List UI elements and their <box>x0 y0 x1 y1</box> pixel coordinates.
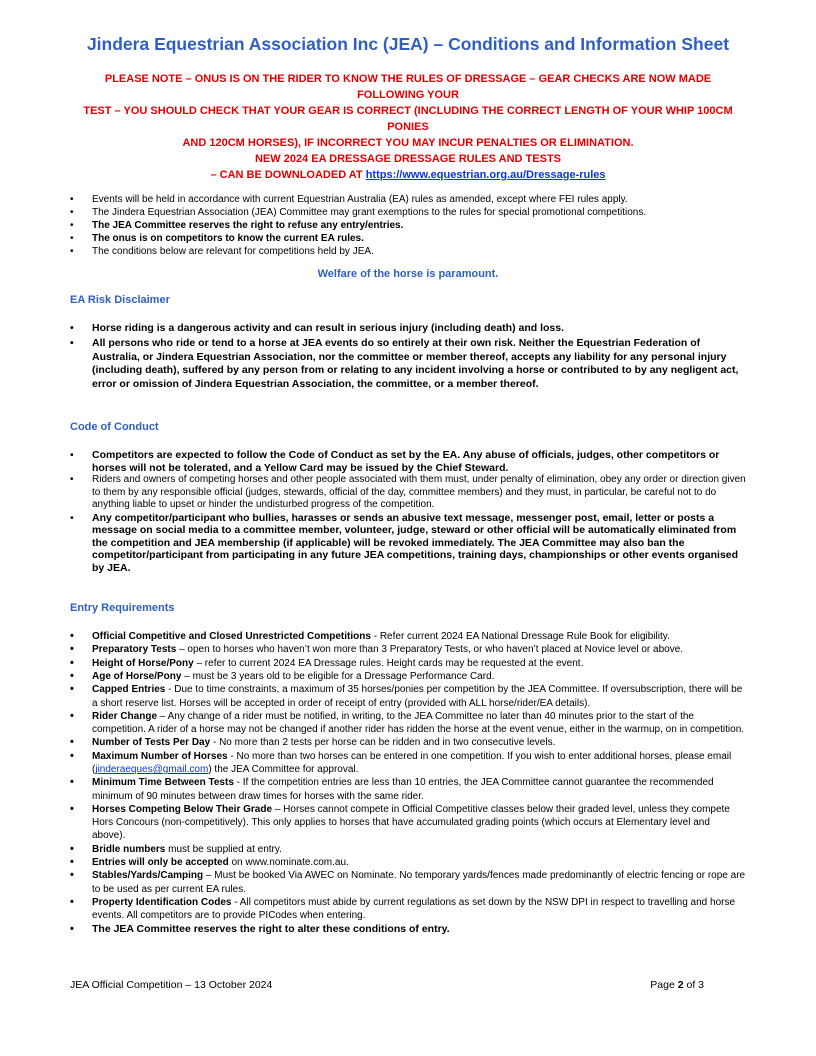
bullet: • <box>70 922 74 935</box>
bullet: • <box>70 233 74 244</box>
bullet: • <box>70 337 74 350</box>
bullet: • <box>70 842 74 855</box>
item-label: Minimum Time Between Tests <box>92 777 234 789</box>
item-label: Stables/Yards/Camping <box>92 870 204 882</box>
notice-line <box>70 167 746 183</box>
bullet: • <box>70 776 74 789</box>
list-item-text: Horse riding is a dangerous activity and can result in serious injury (including death) and loss. <box>92 322 565 334</box>
item-label: Official Competitive and Closed Unrestricted Competitions <box>92 631 371 643</box>
document-page <box>70 34 746 936</box>
bullet: • <box>70 669 74 682</box>
current-page: 2 <box>677 979 684 991</box>
bullet: • <box>70 511 74 524</box>
item-label: Preparatory Tests <box>92 644 177 656</box>
item-text: ) the JEA Committee for approval. <box>208 764 359 775</box>
list-item <box>70 750 746 777</box>
bullet: • <box>70 736 74 749</box>
bullet: • <box>70 749 74 762</box>
list-item <box>70 245 746 258</box>
list-item-text: Any competitor/participant who bullies, harasses or sends an abusive text message, messenger post, email, letter or posts a message on social media to a committee member, volunteer, judge, steward or other official will be automatically eliminated from the competition and JEA membership (if applicable) will be revoked immediately. The JEA Committee may also ban the competitor/participant from participating in any future JEA competitions, training days, championships or other events organised by JEA. <box>92 511 739 574</box>
item-label: Bridle numbers <box>92 843 166 855</box>
item-text: – Horses cannot compete in Official Competitive classes below their graded level, unless they compete Hors Concours (non-competitively). This only applies to horses that have accumulated grading points (which occurs at Elementary level and above). <box>92 803 730 842</box>
code-of-conduct-heading: Code of Conduct <box>70 421 159 434</box>
bullet: • <box>70 474 74 486</box>
item-text: – refer to current 2024 EA Dressage rules. Height cards may be requested at the event. <box>193 657 584 669</box>
committee-email-link[interactable]: jinderaeques@gmail.com <box>95 764 209 775</box>
bullet: • <box>70 220 74 231</box>
list-item-text: All persons who ride or tend to a horse at JEA events do so entirely at their own risk. Neither the Equestrian Federation of Australia, or Jindera Equestrian Association, nor the committee or member thereof, accepts any liability for any personal injury (including death), suffered by any person from or relating to any incident involving a horse or contributed to by any negligent act, error or omission of Jindera Equestrian Association, the committee, or a member thereof. <box>92 337 739 390</box>
bullet: • <box>70 449 74 462</box>
notice-line: PLEASE NOTE – ONUS IS ON THE RIDER TO KNOW THE RULES OF DRESSAGE – GEAR CHECKS ARE NOW MADE FOLLOWING YOUR <box>104 73 712 101</box>
item-label: Capped Entries <box>92 684 166 696</box>
list-item-text: The conditions below are relevant for competitions held by JEA. <box>92 246 374 257</box>
item-text: - If the competition entries are less than 10 entries, the JEA Committee cannot guarantee the recommended minimum of 90 minutes between draw times for horses with the same rider. <box>92 777 714 802</box>
list-item <box>70 512 746 575</box>
list-item <box>70 736 746 749</box>
item-label: Number of Tests Per Day <box>92 737 211 749</box>
item-label: Maximum Number of Horses <box>92 750 228 762</box>
bullet: • <box>70 194 74 205</box>
footer-event-date: JEA Official Competition – 13 October 2024 <box>70 979 273 991</box>
list-item <box>70 657 746 670</box>
welfare-statement: Welfare of the horse is paramount. <box>317 268 499 280</box>
list-item-text: Events will be held in accordance with current Equestrian Australia (EA) rules as amended, except where FEI rules apply. <box>92 194 628 205</box>
list-item <box>70 474 746 512</box>
bullet: • <box>70 683 74 696</box>
list-item <box>70 232 746 245</box>
list-item <box>70 206 746 219</box>
risk-disclaimer-list <box>70 322 746 391</box>
page-footer <box>70 979 704 991</box>
page-title: Jindera Equestrian Association Inc (JEA) – Conditions and Information Sheet <box>86 34 730 54</box>
item-text: must be supplied at entry. <box>165 843 282 855</box>
notice-download-text: – CAN BE DOWNLOADED AT <box>210 169 366 181</box>
code-of-conduct-list <box>70 449 746 574</box>
list-item-text: Competitors are expected to follow the Code of Conduct as set by the EA. Any abuse of officials, judges, other competitors or horses will not be tolerated, and a Yellow Card may be issued by the Chief Steward. <box>92 449 720 474</box>
list-item <box>70 803 746 843</box>
bullet: • <box>70 895 74 908</box>
list-item <box>70 643 746 656</box>
list-item <box>70 710 746 737</box>
list-item <box>70 843 746 856</box>
list-item <box>70 923 746 936</box>
list-item <box>70 856 746 869</box>
list-item-text: The Jindera Equestrian Association (JEA) Committee may grant exemptions to the rules for special promotional competitions. <box>92 207 647 218</box>
page-number <box>650 979 704 991</box>
bullet: • <box>70 709 74 722</box>
bullet: • <box>70 802 74 815</box>
item-label: Entries will only be accepted <box>92 857 229 869</box>
page-word: Page <box>650 979 678 991</box>
entry-requirements-list <box>70 630 746 936</box>
list-item <box>70 670 746 683</box>
dressage-rules-link[interactable]: https://www.equestrian.org.au/Dressage-rules <box>365 169 606 181</box>
item-text: – must be 3 years old to be eligible for a Dressage Performance Card. <box>181 670 495 682</box>
item-text: - No more than 2 tests per horse can be ridden and in two consecutive levels. <box>210 737 556 749</box>
item-label: Property Identification Codes <box>92 896 232 908</box>
item-label: The JEA Committee reserves the right to alter these conditions of entry. <box>92 922 450 935</box>
notice-line: NEW 2024 EA DRESSAGE DRESSAGE RULES AND TESTS <box>254 153 562 165</box>
list-item-text: The onus is on competitors to know the current EA rules. <box>92 233 364 244</box>
bullet: • <box>70 656 74 669</box>
notice-line: AND 120CM HORSES), IF INCORRECT YOU MAY INCUR PENALTIES OR ELIMINATION. <box>182 137 634 149</box>
list-item <box>70 449 746 474</box>
item-text: - Refer current 2024 EA National Dressage Rule Book for eligibility. <box>370 631 670 643</box>
bullet: • <box>70 630 74 643</box>
page-total: of 3 <box>683 979 704 991</box>
bullet: • <box>70 869 74 882</box>
notice-line: TEST – YOU SHOULD CHECK THAT YOUR GEAR IS CORRECT (INCLUDING THE CORRECT LENGTH OF YOUR WHIP 100CM PONIES <box>83 105 733 133</box>
item-label: Height of Horse/Pony <box>92 657 194 669</box>
bullet: • <box>70 246 74 257</box>
entry-requirements-heading: Entry Requirements <box>70 602 175 615</box>
bullet: • <box>70 643 74 656</box>
item-text: - Due to time constraints, a maximum of 35 horses/ponies per competition by the JEA Committee. If oversubscription, there will be a short reserve list. Horses will be accepted in order of receipt of entry (provided with ALL horse/rider/EA details). <box>92 684 743 709</box>
item-label: Horses Competing Below Their Grade <box>92 803 273 815</box>
bullet: • <box>70 322 74 334</box>
item-text: - All competitors must abide by current regulations as set down by the NSW DPI in respect to travelling and horse events. All competitors are to provide PICodes when entering. <box>92 896 736 922</box>
list-item <box>70 337 746 391</box>
item-text: – Must be booked Via AWEC on Nominate. No temporary yards/fences made predominantly of electric fencing or rope are to be used as per current EA rules. <box>92 870 746 895</box>
item-label: Age of Horse/Pony <box>92 670 182 682</box>
list-item-text: The JEA Committee reserves the right to refuse any entry/entries. <box>92 220 404 231</box>
list-item <box>70 193 746 206</box>
list-item <box>70 322 746 335</box>
rules-notice <box>70 71 746 183</box>
list-item <box>70 776 746 803</box>
list-item-text: Riders and owners of competing horses and other people associated with them must, under penalty of elimination, obey any order or direction given to them by any responsible official (judges, stewards, official of the day, committee members) and they must, in particular, be careful not to do anything liable to upset or hinder the undisturbed progress of the competition. <box>92 474 746 511</box>
item-text: – open to horses who haven’t won more than 3 Preparatory Tests, or who haven’t placed at Novice level or above. <box>176 644 684 656</box>
item-text: – Any change of a rider must be notified, in writing, to the JEA Committee no later than 40 minutes prior to the start of the competition. A rider of a horse may not be changed if another rider has ridden the horse at the event venue, either in the warmup, on in competition. <box>92 710 745 736</box>
list-item <box>70 630 746 643</box>
bullet: • <box>70 856 74 869</box>
item-text: on www.nominate.com.au. <box>228 857 349 869</box>
intro-list <box>70 193 746 258</box>
risk-disclaimer-heading: EA Risk Disclaimer <box>70 294 170 306</box>
list-item <box>70 219 746 232</box>
list-item <box>70 683 746 710</box>
list-item <box>70 869 746 896</box>
list-item <box>70 896 746 923</box>
item-label: Rider Change <box>92 710 158 722</box>
bullet: • <box>70 207 74 218</box>
item-text: - No more than two horses can be entered in one competition. If you wish to enter additional horses, please email ( <box>92 750 732 775</box>
